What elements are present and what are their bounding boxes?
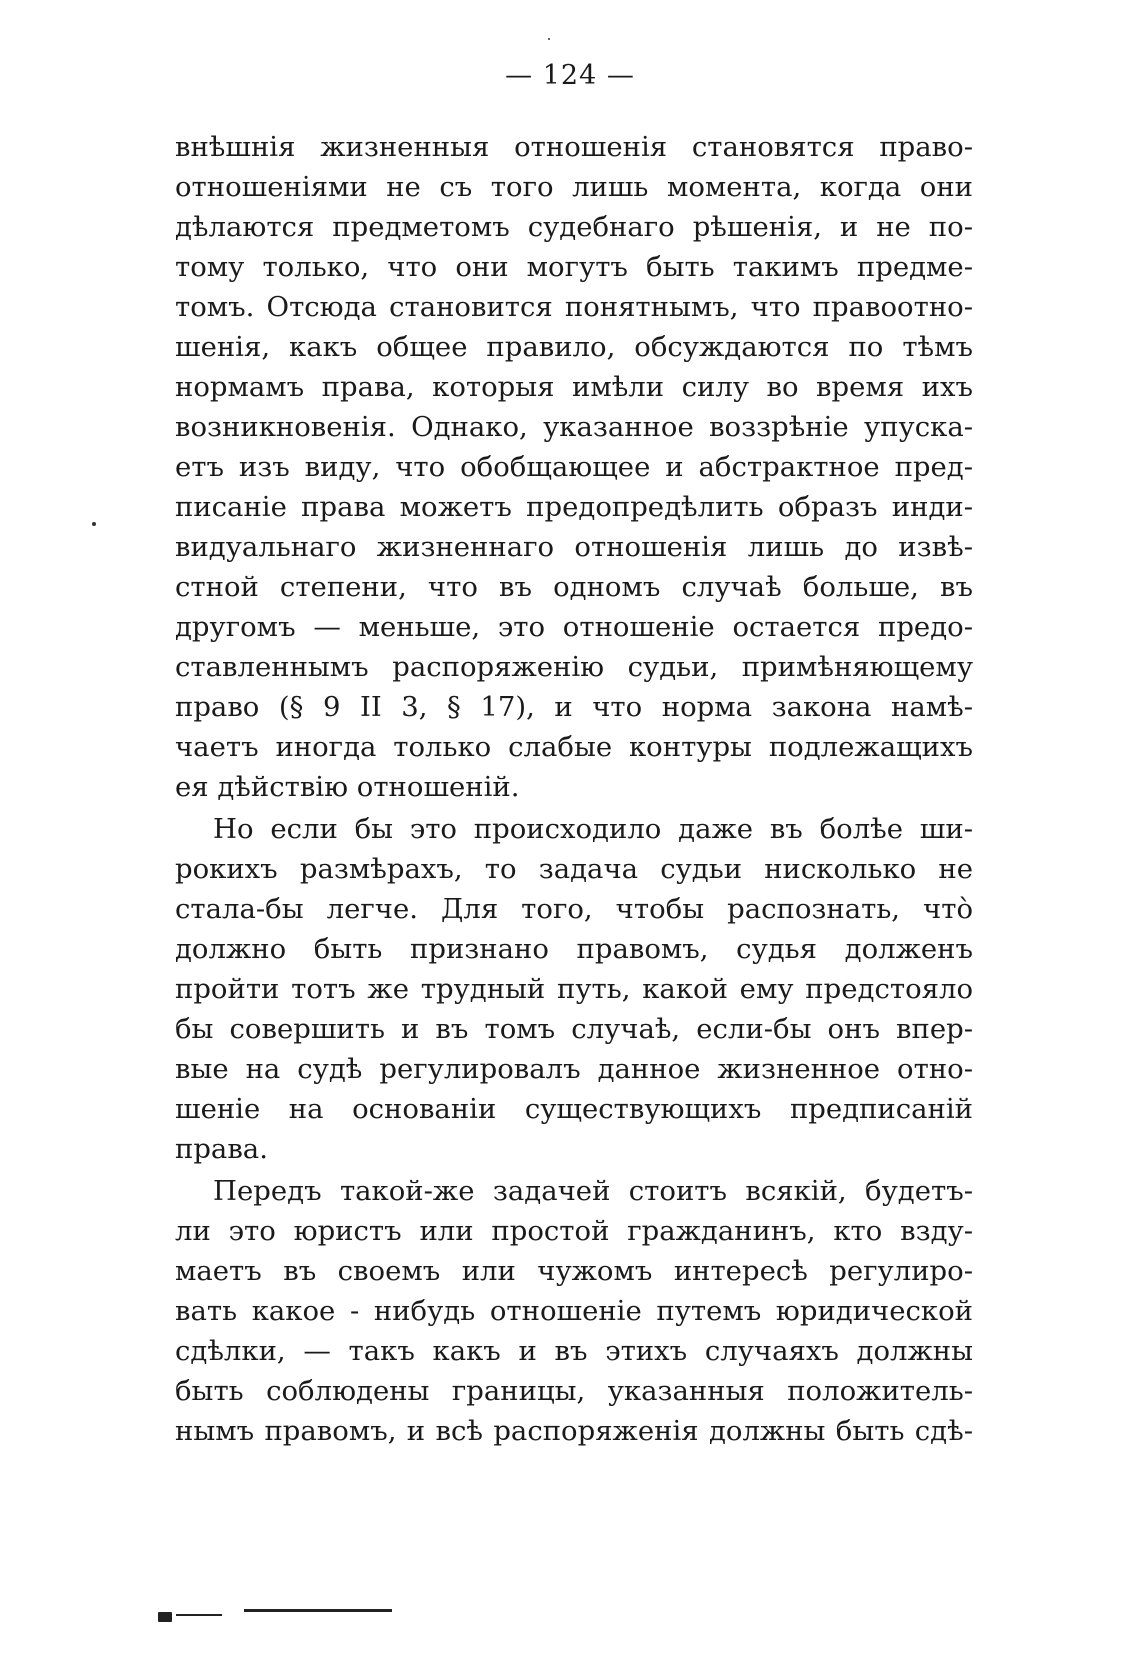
paragraph-3 <box>175 1171 973 1451</box>
text-line: ея дѣйствію отношеній. <box>175 771 520 803</box>
text-line: стала-бы легче. Для того, чтобы распознать, что̀ <box>175 893 973 925</box>
text-line: чаетъ иногда только слабые контуры подлежащихъ <box>175 731 973 763</box>
paragraph-1 <box>175 127 973 807</box>
text-line: вать какое - нибудь отношеніе путемъ юридической <box>175 1295 973 1327</box>
text-line: томъ. Отсюда становится понятнымъ, что правоотно- <box>175 291 973 323</box>
footer-rule <box>158 1612 172 1622</box>
text-line: маетъ въ своемъ или чужомъ интересѣ регулиро- <box>175 1255 973 1287</box>
scan-speck <box>92 522 96 526</box>
text-line: право (§ 9 II 3, § 17), и что норма закона намѣ- <box>175 691 973 723</box>
text-line: вые на судѣ регулировалъ данное жизненное отно- <box>175 1053 973 1085</box>
footer-rule <box>244 1609 392 1612</box>
text-line: ставленнымъ распоряженію судьи, примѣняющему <box>175 651 973 683</box>
text-line: нымъ правомъ, и всѣ распоряженія должны быть сдѣ- <box>175 1415 973 1447</box>
scan-speck <box>548 38 550 40</box>
text-line: бы совершить и въ томъ случаѣ, если-бы онъ впер- <box>175 1013 973 1045</box>
text-line: ли это юристъ или простой гражданинъ, кто взду- <box>175 1215 973 1247</box>
text-line: права. <box>175 1133 268 1165</box>
text-line: внѣшнія жизненныя отношенія становятся право- <box>175 131 973 163</box>
body-text <box>175 127 973 1451</box>
text-line: Передъ такой-же задачей стоитъ всякій, будетъ- <box>213 1175 973 1207</box>
footer-rule <box>176 1614 222 1616</box>
text-line: тому только, что они могутъ быть такимъ предме- <box>175 251 973 283</box>
text-line: должно быть признано правомъ, судья долженъ <box>175 933 973 965</box>
paragraph-2 <box>175 809 973 1169</box>
text-line: сдѣлки, — такъ какъ и въ этихъ случаяхъ должны <box>175 1335 973 1367</box>
text-line: другомъ — меньше, это отношеніе остается предо- <box>175 611 973 643</box>
text-line: шенія, какъ общее правило, обсуждаются по тѣмъ <box>175 331 973 363</box>
text-line: нормамъ права, которыя имѣли силу во время ихъ <box>175 371 973 403</box>
text-line: возникновенія. Однако, указанное воззрѣніе упуска- <box>175 411 973 443</box>
text-line: видуальнаго жизненнаго отношенія лишь до извѣ- <box>175 531 973 563</box>
text-line: быть соблюдены границы, указанныя положитель- <box>175 1375 973 1407</box>
text-line: етъ изъ виду, что обобщающее и абстрактное пред- <box>175 451 973 483</box>
text-line: отношеніями не съ того лишь момента, когда они <box>175 171 973 203</box>
page-number: — 124 — <box>505 60 635 91</box>
text-line: дѣлаются предметомъ судебнаго рѣшенія, и не по- <box>175 211 973 243</box>
text-line: Но если бы это происходило даже въ болѣе ши- <box>213 813 973 845</box>
text-line: рокихъ размѣрахъ, то задача судьи нисколько не <box>175 853 973 885</box>
text-line: писаніе права можетъ предопредѣлить образъ инди- <box>175 491 973 523</box>
text-line: шеніе на основаніи существующихъ предписаній <box>175 1093 973 1125</box>
text-line: пройти тотъ же трудный путь, какой ему предстояло <box>175 973 973 1005</box>
text-line: стной степени, что въ одномъ случаѣ больше, въ <box>175 571 973 603</box>
